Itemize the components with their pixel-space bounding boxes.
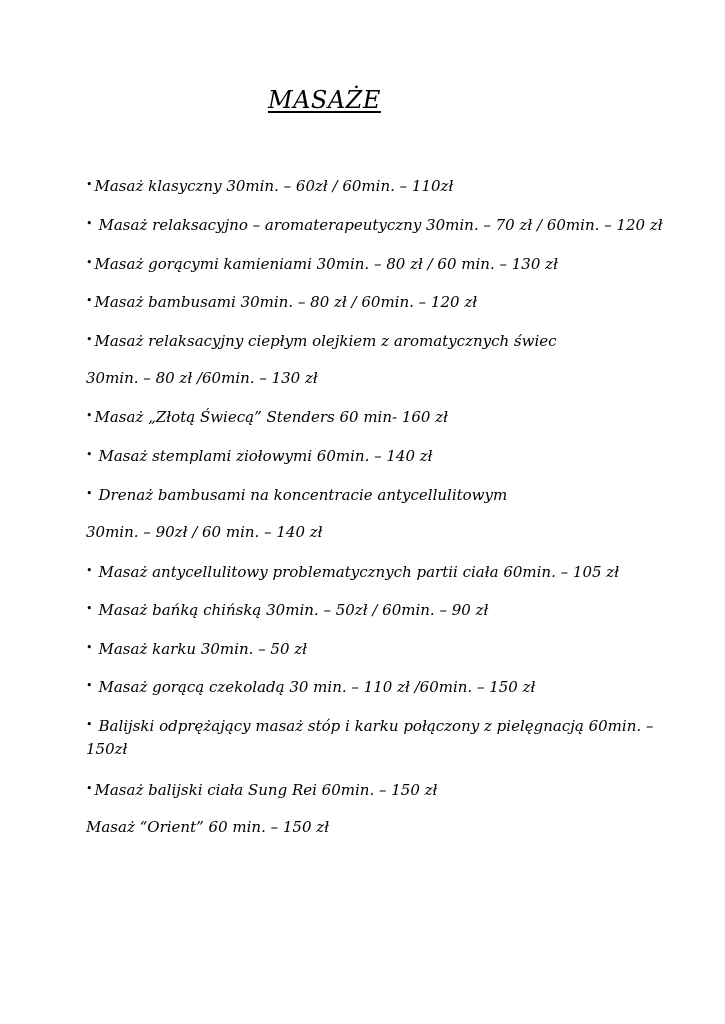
price-list-item xyxy=(86,214,663,235)
price-list-item xyxy=(86,445,433,466)
price-list-item xyxy=(86,330,557,351)
document-title: MASAŻE xyxy=(268,86,381,114)
bullet-icon: • xyxy=(86,641,93,654)
bullet-icon: • xyxy=(86,178,93,191)
price-list-item-text: Masaż gorącymi kamieniami 30min. – 80 zł / 60 min. – 130 zł xyxy=(94,255,558,273)
price-list-item xyxy=(86,291,477,312)
price-list-item-text: 150zł xyxy=(86,740,128,758)
bullet-icon: • xyxy=(86,782,93,795)
price-list-item xyxy=(86,638,307,659)
bullet-icon: • xyxy=(86,718,93,731)
price-list-item-text: Masaż bambusami 30min. – 80 zł / 60min. – 120 zł xyxy=(94,293,478,311)
price-list-item-text: Masaż balijski ciała Sung Rei 60min. – 150 zł xyxy=(94,781,438,799)
bullet-icon: • xyxy=(86,487,93,500)
price-list-item xyxy=(86,253,558,274)
price-list-item-text: Masaż stemplami ziołowymi 60min. – 140 zł xyxy=(98,447,433,465)
bullet-icon: • xyxy=(86,294,93,307)
price-list-item xyxy=(86,175,453,196)
bullet-icon: • xyxy=(86,564,93,577)
price-list-item xyxy=(86,406,448,427)
price-list-item xyxy=(86,561,619,582)
price-list-item-text: Drenaż bambusami na koncentracie antycellulitowym xyxy=(98,486,508,504)
price-list-item-text: Masaż “Orient” 60 min. – 150 zł xyxy=(86,818,330,836)
price-list-item-text: Masaż antycellulitowy problematycznych partii ciała 60min. – 105 zł xyxy=(98,563,620,581)
bullet-icon: • xyxy=(86,409,93,422)
bullet-icon: • xyxy=(86,602,93,615)
bullet-icon: • xyxy=(86,333,93,346)
price-list-item-text: Masaż „Złotą Świecą” Stenders 60 min- 160 zł xyxy=(94,408,449,426)
bullet-icon: • xyxy=(86,217,93,230)
price-list-item xyxy=(86,715,653,736)
bullet-icon: • xyxy=(86,679,93,692)
price-list-continuation xyxy=(86,522,323,542)
price-list-item-text: Masaż gorącą czekoladą 30 min. – 110 zł /60min. – 150 zł xyxy=(98,678,536,696)
price-list-continuation xyxy=(86,368,318,388)
price-list-continuation xyxy=(86,739,127,759)
price-list-item-text: Masaż bańką chińską 30min. – 50zł / 60min. – 90 zł xyxy=(98,601,489,619)
price-list-item xyxy=(86,676,535,697)
price-list-item-text: Masaż relaksacyjny ciepłym olejkiem z aromatycznych świec xyxy=(94,332,557,350)
price-list-item-text: 30min. – 90zł / 60 min. – 140 zł xyxy=(86,523,323,541)
price-list-item-text: Masaż relaksacyjno – aromaterapeutyczny 30min. – 70 zł / 60min. – 120 zł xyxy=(98,216,663,234)
bullet-icon: • xyxy=(86,256,93,269)
price-list-item-text: Balijski odprężający masaż stóp i karku połączony z pielęgnacją 60min. – xyxy=(98,717,654,735)
price-list-item-text: 30min. – 80 zł /60min. – 130 zł xyxy=(86,369,318,387)
price-list-item xyxy=(86,599,488,620)
price-list-item-text: Masaż klasyczny 30min. – 60zł / 60min. – 110zł xyxy=(94,177,454,195)
price-list-item-text: Masaż karku 30min. – 50 zł xyxy=(98,640,308,658)
bullet-icon: • xyxy=(86,448,93,461)
price-list-item xyxy=(86,817,329,837)
price-list-item xyxy=(86,484,507,505)
price-list-item xyxy=(86,779,437,800)
